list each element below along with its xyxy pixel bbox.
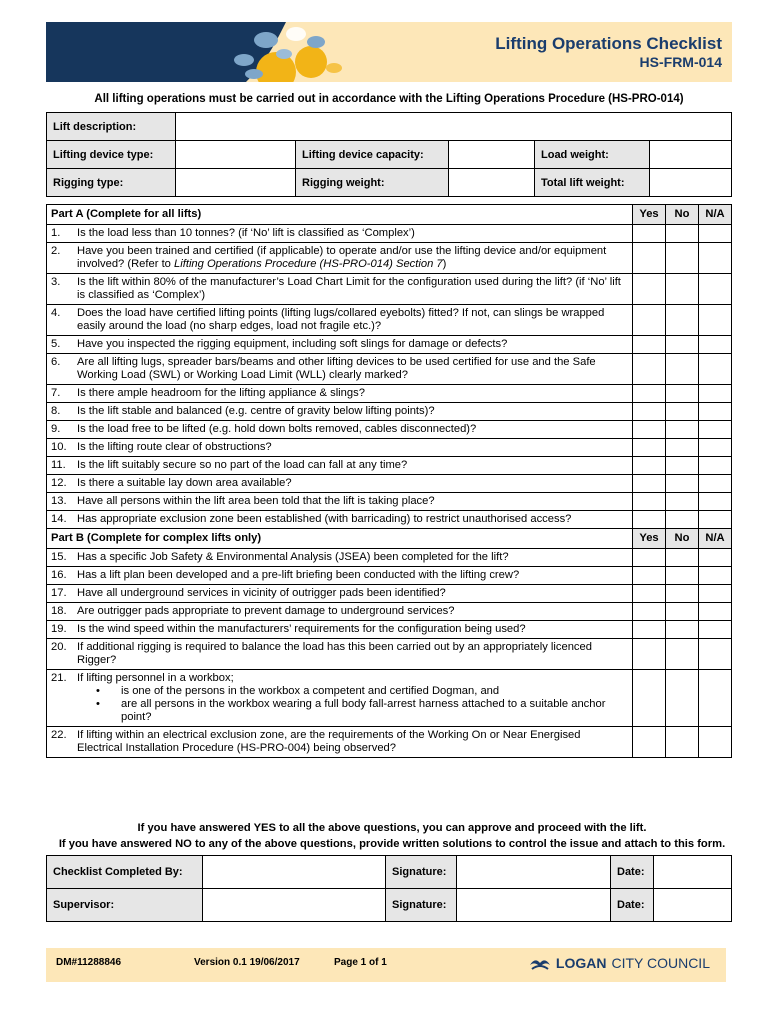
answer-box-yes[interactable] xyxy=(633,243,666,274)
answer-box-yes[interactable] xyxy=(633,336,666,354)
signature-label-1: Signature: xyxy=(386,856,457,889)
question-text: Are all lifting lugs, spreader bars/beams and other lifting devices to be used certified for use and the Safe Working Load (SWL) or Working Load Limit (WLL) clearly marked? xyxy=(77,356,596,381)
load-weight-field[interactable] xyxy=(650,141,732,169)
question-number: 4. xyxy=(51,307,61,319)
header-banner xyxy=(46,22,732,82)
question-cell xyxy=(47,354,633,385)
sub-item-text: are all persons in the workbox wearing a full body fall-arrest harness attached to a suitable anchor point? xyxy=(121,698,606,723)
question-text: If lifting personnel in a workbox; xyxy=(77,672,234,684)
question-number: 2. xyxy=(51,245,61,257)
answer-box-na[interactable] xyxy=(699,225,732,243)
question-cell xyxy=(47,670,633,727)
answer-box-no[interactable] xyxy=(666,585,699,603)
question-cell xyxy=(47,727,633,758)
answer-box-no[interactable] xyxy=(666,511,699,529)
question-text: If additional rigging is required to balance the load has this been carried out by an appropriately licenced Rigger? xyxy=(77,641,592,666)
question-number: 9. xyxy=(51,423,61,435)
checklist-row xyxy=(47,457,732,475)
question-text: Is the load less than 10 tonnes? (if ‘No’ lift is classified as ‘Complex’) xyxy=(77,227,415,239)
answer-box-yes[interactable] xyxy=(633,511,666,529)
device-capacity-label: Lifting device capacity: xyxy=(296,141,449,169)
checklist-row xyxy=(47,603,732,621)
form-title: Lifting Operations Checklist xyxy=(495,34,722,53)
question-number: 13. xyxy=(51,495,67,507)
answer-box-no[interactable] xyxy=(666,225,699,243)
header-decoration-graphic xyxy=(166,22,406,82)
column-header-yes: Yes xyxy=(633,205,666,225)
answer-box-no[interactable] xyxy=(666,475,699,493)
question-cell xyxy=(47,336,633,354)
answer-box-yes[interactable] xyxy=(633,354,666,385)
lift-description-field[interactable] xyxy=(176,113,732,141)
answer-box-na[interactable] xyxy=(699,727,732,758)
question-text: Is the lift stable and balanced (e.g. centre of gravity below lifting points)? xyxy=(77,405,435,417)
answer-box-na[interactable] xyxy=(699,354,732,385)
question-number: 11. xyxy=(51,459,66,471)
question-text: Is the lift within 80% of the manufacturer’s Load Chart Limit for the configuration used during the lift? (if ‘No’ lift is classified as ‘Complex’) xyxy=(77,276,621,301)
question-cell xyxy=(47,243,633,274)
answer-box-yes[interactable] xyxy=(633,403,666,421)
intro-statement: All lifting operations must be carried out in accordance with the Lifting Operations Procedure (HS-PRO-014) xyxy=(94,93,684,105)
checklist-row xyxy=(47,639,732,670)
answer-box-na[interactable] xyxy=(699,670,732,727)
checklist-row xyxy=(47,336,732,354)
question-number: 21. xyxy=(51,672,67,684)
signoff-table xyxy=(46,855,732,922)
sub-item xyxy=(75,698,628,724)
rigging-weight-label: Rigging weight: xyxy=(296,169,449,197)
date-label-1: Date: xyxy=(611,856,654,889)
answer-box-na[interactable] xyxy=(699,305,732,336)
logo-text-bold: LOGAN xyxy=(555,955,607,971)
question-text-part: ) xyxy=(442,258,447,270)
checklist-row xyxy=(47,549,732,567)
question-text: Does the load have certified lifting points (lifting lugs/collared eyebolts) fitted? If not, can slings be wrapped easily around the load (no sharp edges, load not fragile etc.)? xyxy=(77,307,605,332)
question-text: If lifting within an electrical exclusion zone, are the requirements of the Working On or Near Energised Electrical Installation Procedure (HS-PRO-004) being observed? xyxy=(77,729,581,754)
checklist-row xyxy=(47,274,732,305)
question-number: 1. xyxy=(51,227,61,239)
answer-box-no[interactable] xyxy=(666,493,699,511)
signature-field-1[interactable] xyxy=(457,856,611,889)
question-number: 14. xyxy=(51,513,67,525)
checklist-row xyxy=(47,403,732,421)
answer-box-na[interactable] xyxy=(699,243,732,274)
note-no: If you have answered NO to any of the above questions, provide written solutions to control the issue and attach to this form. xyxy=(58,838,726,850)
question-number: 10. xyxy=(51,441,67,453)
answer-box-no[interactable] xyxy=(666,421,699,439)
sub-item-text: is one of the persons in the workbox a competent and certified Dogman, and xyxy=(121,685,500,697)
supervisor-field[interactable] xyxy=(203,889,386,922)
checklist-row xyxy=(47,305,732,336)
rigging-type-field[interactable] xyxy=(176,169,296,197)
total-weight-label: Total lift weight: xyxy=(535,169,650,197)
question-cell xyxy=(47,567,633,585)
question-text: Has appropriate exclusion zone been established (with barricading) to restrict unauthorised access? xyxy=(77,513,572,525)
question-cell xyxy=(47,274,633,305)
answer-box-yes[interactable] xyxy=(633,603,666,621)
checklist-row xyxy=(47,225,732,243)
answer-box-no[interactable] xyxy=(666,385,699,403)
answer-box-no[interactable] xyxy=(666,567,699,585)
device-type-label: Lifting device type: xyxy=(47,141,176,169)
answer-box-no[interactable] xyxy=(666,243,699,274)
question-text: Is the load free to be lifted (e.g. hold down bolts removed, cables disconnected)? xyxy=(77,423,477,435)
answer-box-na[interactable] xyxy=(699,511,732,529)
answer-box-no[interactable] xyxy=(666,727,699,758)
column-header-no: No xyxy=(666,529,699,549)
column-header-no: No xyxy=(666,205,699,225)
question-cell xyxy=(47,585,633,603)
part-b-title: Part B (Complete for complex lifts only) xyxy=(47,529,633,549)
question-number: 12. xyxy=(51,477,67,489)
question-number: 16. xyxy=(51,569,67,581)
answer-box-yes[interactable] xyxy=(633,670,666,727)
question-number: 15. xyxy=(51,551,67,563)
signature-label-2: Signature: xyxy=(386,889,457,922)
question-number: 5. xyxy=(51,338,61,350)
checklist-row xyxy=(47,421,732,439)
checklist-table xyxy=(46,204,732,758)
question-number: 3. xyxy=(51,276,61,288)
date-label-2: Date: xyxy=(611,889,654,922)
column-header-yes: Yes xyxy=(633,529,666,549)
procedure-reference: Lifting Operations Procedure (HS-PRO-014) Section 7 xyxy=(174,258,443,270)
answer-box-no[interactable] xyxy=(666,354,699,385)
load-weight-label: Load weight: xyxy=(535,141,650,169)
question-text: Have you inspected the rigging equipment, including soft slings for damage or defects? xyxy=(77,338,508,350)
question-number: 20. xyxy=(51,641,67,653)
question-text: Has a specific Job Safety & Environmental Analysis (JSEA) been completed for the lift? xyxy=(77,551,509,563)
page-number: Page 1 of 1 xyxy=(334,957,387,968)
answer-box-na[interactable] xyxy=(699,421,732,439)
answer-box-yes[interactable] xyxy=(633,585,666,603)
checklist-row xyxy=(47,354,732,385)
question-text: Is the lifting route clear of obstructions? xyxy=(77,441,272,453)
answer-box-na[interactable] xyxy=(699,493,732,511)
rigging-weight-field[interactable] xyxy=(449,169,535,197)
part-a-header-row xyxy=(47,205,732,225)
note-yes: If you have answered YES to all the above questions, you can approve and proceed with the lift. xyxy=(137,822,647,834)
checklist-row xyxy=(47,585,732,603)
question-number: 7. xyxy=(51,387,61,399)
answer-box-yes[interactable] xyxy=(633,385,666,403)
answer-box-na[interactable] xyxy=(699,585,732,603)
answer-box-yes[interactable] xyxy=(633,475,666,493)
question-cell xyxy=(47,439,633,457)
bullet-icon: • xyxy=(96,685,100,697)
checklist-row xyxy=(47,727,732,758)
question-text: Is there a suitable lay down area available? xyxy=(77,477,292,489)
answer-box-no[interactable] xyxy=(666,621,699,639)
device-type-field[interactable] xyxy=(176,141,296,169)
answer-box-yes[interactable] xyxy=(633,225,666,243)
date-field-1[interactable] xyxy=(654,856,732,889)
answer-box-no[interactable] xyxy=(666,639,699,670)
checklist-row xyxy=(47,670,732,727)
answer-box-yes[interactable] xyxy=(633,457,666,475)
answer-box-no[interactable] xyxy=(666,549,699,567)
device-capacity-field[interactable] xyxy=(449,141,535,169)
document-number: DM#11288846 xyxy=(56,957,122,968)
answer-box-na[interactable] xyxy=(699,403,732,421)
answer-box-yes[interactable] xyxy=(633,274,666,305)
bullet-icon: • xyxy=(96,698,100,710)
question-cell xyxy=(47,493,633,511)
question-cell xyxy=(47,421,633,439)
question-number: 18. xyxy=(51,605,67,617)
column-header-na: N/A xyxy=(699,205,732,225)
question-cell xyxy=(47,549,633,567)
answer-box-yes[interactable] xyxy=(633,493,666,511)
question-number: 6. xyxy=(51,356,61,368)
completed-by-field[interactable] xyxy=(203,856,386,889)
checklist-row xyxy=(47,439,732,457)
question-text: Has a lift plan been developed and a pre-lift briefing been conducted with the lifting crew? xyxy=(77,569,520,581)
answer-box-na[interactable] xyxy=(699,549,732,567)
question-number: 17. xyxy=(51,587,67,599)
answer-box-no[interactable] xyxy=(666,670,699,727)
checklist-row xyxy=(47,493,732,511)
part-b-header-row xyxy=(47,529,732,549)
question-cell xyxy=(47,225,633,243)
answer-box-no[interactable] xyxy=(666,274,699,305)
question-cell xyxy=(47,603,633,621)
question-cell xyxy=(47,639,633,670)
checklist-row xyxy=(47,385,732,403)
question-text: Is the lift suitably secure so no part of the load can fall at any time? xyxy=(77,459,408,471)
question-number: 22. xyxy=(51,729,67,741)
question-text: Have all persons within the lift area been told that the lift is taking place? xyxy=(77,495,435,507)
date-field-2[interactable] xyxy=(654,889,732,922)
answer-box-na[interactable] xyxy=(699,567,732,585)
answer-box-na[interactable] xyxy=(699,603,732,621)
answer-box-na[interactable] xyxy=(699,457,732,475)
rigging-type-label: Rigging type: xyxy=(47,169,176,197)
question-text: Is the wind speed within the manufacturers’ requirements for the configuration being used? xyxy=(77,623,526,635)
signature-field-2[interactable] xyxy=(457,889,611,922)
sub-item xyxy=(75,685,628,698)
supervisor-label: Supervisor: xyxy=(47,889,203,922)
council-logo-icon xyxy=(529,955,551,971)
answer-box-na[interactable] xyxy=(699,385,732,403)
footer-bar xyxy=(46,948,726,982)
answer-box-yes[interactable] xyxy=(633,421,666,439)
form-code: HS-FRM-014 xyxy=(639,54,722,70)
question-text xyxy=(77,245,628,271)
question-cell xyxy=(47,385,633,403)
question-number: 8. xyxy=(51,405,61,417)
question-cell xyxy=(47,305,633,336)
answer-box-yes[interactable] xyxy=(633,621,666,639)
question-cell xyxy=(47,457,633,475)
question-text: Are outrigger pads appropriate to prevent damage to underground services? xyxy=(77,605,455,617)
question-text-part: Have you been trained and certified (if applicable) to operate and/or use the lifting device and/or equipment involved? (Refer to xyxy=(77,245,607,270)
answer-box-yes[interactable] xyxy=(633,549,666,567)
question-number: 19. xyxy=(51,623,67,635)
answer-box-yes[interactable] xyxy=(633,305,666,336)
answer-box-na[interactable] xyxy=(699,274,732,305)
checklist-row xyxy=(47,511,732,529)
answer-box-yes[interactable] xyxy=(633,439,666,457)
council-logo xyxy=(529,955,710,971)
question-cell xyxy=(47,475,633,493)
question-text: Have all underground services in vicinity of outrigger pads been identified? xyxy=(77,587,446,599)
answer-box-no[interactable] xyxy=(666,336,699,354)
answer-box-na[interactable] xyxy=(699,475,732,493)
answer-box-no[interactable] xyxy=(666,439,699,457)
answer-box-yes[interactable] xyxy=(633,567,666,585)
lift-info-table xyxy=(46,112,732,197)
question-text: Is there ample headroom for the lifting appliance & slings? xyxy=(77,387,365,399)
checklist-row xyxy=(47,475,732,493)
checklist-row xyxy=(47,567,732,585)
checklist-row xyxy=(47,243,732,274)
total-weight-field[interactable] xyxy=(650,169,732,197)
part-a-title: Part A (Complete for all lifts) xyxy=(47,205,633,225)
answer-box-no[interactable] xyxy=(666,457,699,475)
answer-box-no[interactable] xyxy=(666,603,699,621)
answer-box-na[interactable] xyxy=(699,336,732,354)
answer-box-yes[interactable] xyxy=(633,639,666,670)
answer-box-yes[interactable] xyxy=(633,727,666,758)
answer-box-no[interactable] xyxy=(666,305,699,336)
question-cell xyxy=(47,621,633,639)
checklist-row xyxy=(47,621,732,639)
answer-box-na[interactable] xyxy=(699,621,732,639)
column-header-na: N/A xyxy=(699,529,732,549)
completed-by-label: Checklist Completed By: xyxy=(47,856,203,889)
answer-box-no[interactable] xyxy=(666,403,699,421)
answer-box-na[interactable] xyxy=(699,439,732,457)
logo-text-thin: CITY COUNCIL xyxy=(611,955,710,971)
lift-description-label: Lift description: xyxy=(47,113,176,141)
question-cell xyxy=(47,403,633,421)
version-info: Version 0.1 19/06/2017 xyxy=(194,957,300,968)
answer-box-na[interactable] xyxy=(699,639,732,670)
question-cell xyxy=(47,511,633,529)
